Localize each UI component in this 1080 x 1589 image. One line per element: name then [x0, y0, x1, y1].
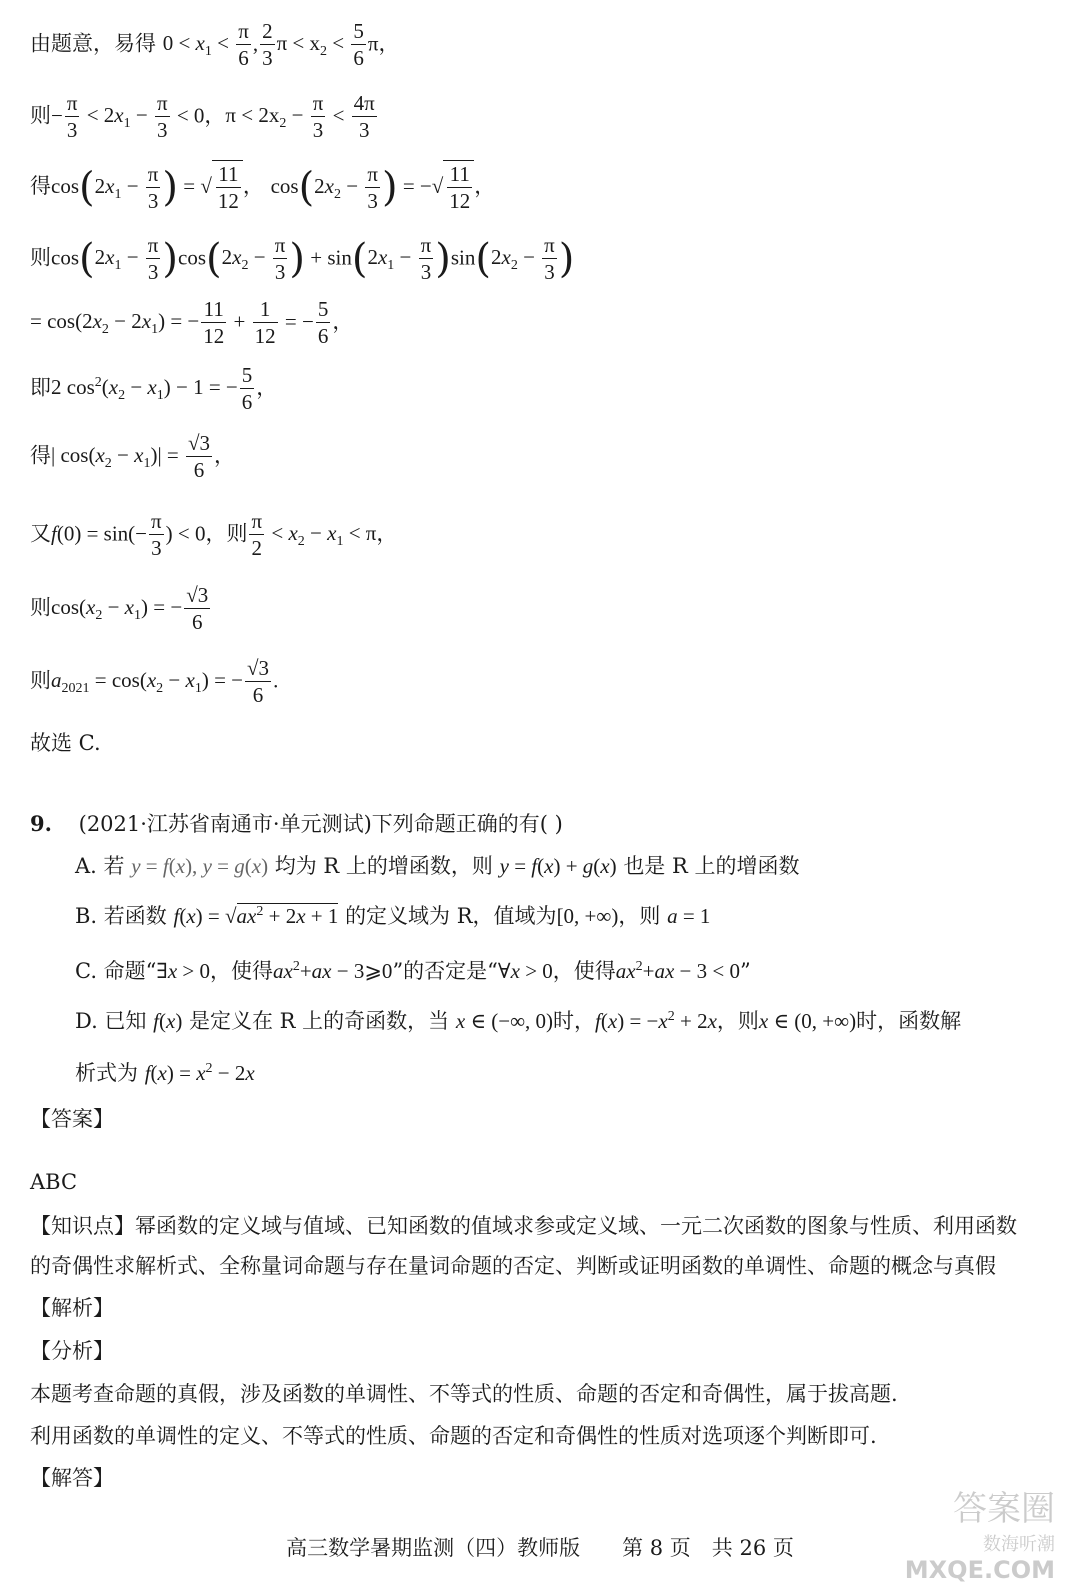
solution-line-9: 则$\cos(x_2 - x_1)$ = − $\frac{√3}{6}$: [30, 583, 209, 635]
question-text: (2021·江苏省南通市·单元测试)下列命题正确的有( ): [78, 812, 563, 836]
text: A. 若: [75, 854, 125, 878]
option-a: A. 若 y = f(x), y = g(x) 均为 R 上的增函数，则 y = f(x) + g(x) 也是 R 上的增函数: [75, 854, 800, 878]
option-d: D. 已知 f(x) 是定义在 R 上的奇函数，当 x ∈ (−∞, 0)时，$f(x) = -x^2 + 2x$，则x ∈ (0, +∞)时，函数解: [75, 1009, 962, 1033]
text: ”: [739, 959, 751, 983]
text: 得: [30, 443, 51, 468]
text: 即: [30, 375, 51, 400]
text: D. 已知: [75, 1009, 147, 1033]
text: ，则: [205, 521, 248, 546]
option-b: B. 若函数 $f(x) = √ax^2 + 2x + 1$ 的定义域为 R，值域为[0, +∞)，则 a = 1: [75, 904, 711, 928]
solution-line-3: 得$\cos(2x_1$ − $\frac{\pi}{3}$ ) = √ $\frac{11}{12}$ ， $\cos(2x_2$ − $\frac{\pi}{3}$ ) = −√ $\frac{11}{12}$ ，: [30, 161, 496, 214]
text: ，: [242, 173, 264, 198]
solution-line-2: 则− $\frac{\pi}{3}$ < $2x_1$ − $\frac{\pi}{3}$ < 0，$\pi < 2x_2$ − $\frac{\pi}{3}$ < $\frac{4\pi}{3}$: [30, 91, 375, 143]
text: C. 命题“: [75, 959, 157, 983]
question-number: 9.: [30, 811, 52, 836]
solution-line-8: 又f(0) = sin(− $\frac{\pi}{3}$ ) < 0，则 $\frac{\pi}{2}$ < $x_2 - x_1 < \pi$，: [30, 509, 398, 561]
solution-line-6: 即2 $\cos^2(x_2 - x_1) - 1$ = − $\frac{5}{6}$ ，: [30, 363, 278, 415]
option-d-continued: 析式为 $f(x) = x^2 - 2x$: [75, 1061, 255, 1085]
text: ，: [474, 173, 496, 198]
knowledge-line-1: [30, 1210, 1017, 1240]
text: ，使得: [552, 959, 616, 983]
text: 幂函数的定义域与值域、已知函数的值域求参或定义域、一元二次函数的图象与性质、利用函数: [135, 1214, 1017, 1238]
text: 由题意，易得: [30, 31, 156, 56]
text: 均为 R 上的增函数，则: [274, 854, 493, 878]
solution-line-4: 则$\cos(2x_1$ − $\frac{\pi}{3}$ )$\cos(2x_2$ − $\frac{\pi}{3}$ ) + $\sin(2x_1$ − $\frac{\pi}{3}$ )$\sin(2x_2$ − $\frac{\pi}{3}$ ): [30, 233, 575, 285]
answer-value: ABC: [30, 1170, 78, 1194]
text: ，则: [618, 904, 661, 928]
text: ，: [256, 375, 278, 400]
text: ，: [214, 443, 236, 468]
text: ，则: [716, 1009, 759, 1033]
text: ，: [332, 309, 354, 334]
watermark-text: 答案圈: [953, 1489, 1055, 1529]
jiexi-heading: 【解析】: [30, 1296, 114, 1320]
answer-heading: 【答案】: [30, 1107, 114, 1131]
fenxi-line-2: 利用函数的单调性的定义、不等式的性质、命题的否定和奇偶性的性质对选项逐个判断即可.: [30, 1424, 877, 1448]
text: 则: [30, 668, 51, 693]
text: 则: [30, 245, 51, 270]
text: 是定义在 R 上的奇函数，当: [189, 1009, 450, 1033]
text: B. 若函数: [75, 904, 167, 928]
solution-line-11: 故选 C.: [30, 731, 101, 755]
text: ，: [378, 31, 400, 56]
text: 时，: [553, 1009, 596, 1033]
text: 析式为: [75, 1061, 138, 1085]
option-c: C. 命题“∃x > 0，使得$ax^2+ax$ − 3⩾0”的否定是“∀x > 0，使得$ax^2+ax - 3 < 0$”: [75, 959, 751, 983]
page-footer: 高三数学暑期监测（四）教师版 第 8 页 共 26 页: [286, 1536, 794, 1560]
text: ，: [376, 521, 398, 546]
knowledge-label: 【知识点】: [30, 1214, 135, 1238]
text: 也是 R 上的增函数: [623, 854, 800, 878]
question-stem: [30, 808, 563, 838]
text: ，使得: [209, 959, 273, 983]
text: 时，函数解: [856, 1009, 962, 1033]
fenxi-heading: 【分析】: [30, 1339, 114, 1363]
text: 得: [30, 173, 51, 198]
text: 的定义域为 R，值域为: [345, 904, 557, 928]
knowledge-line-2: 的奇偶性求解析式、全称量词命题与存在量词命题的否定、判断或证明函数的单调性、命题的概念与真假: [30, 1254, 996, 1278]
solution-line-1: 由题意，易得 $0 < x_1$ < $\frac{\pi}{6}$ , $\frac{2}{3}$ $\pi < x_2$ < $\frac{5}{6}$ π，: [30, 19, 400, 71]
text: 则: [30, 595, 51, 620]
watermark-logo: [905, 1481, 1055, 1584]
solution-line-10: 则$a_{2021} = \cos(x_2 - x_1)$ = − $\frac{√3}{6}$ .: [30, 656, 279, 708]
text: ，: [204, 103, 226, 128]
jieda-heading: 【解答】: [30, 1466, 114, 1490]
watermark-account: 数海听潮: [983, 1534, 1055, 1555]
text: 则: [30, 103, 51, 128]
text: ”的否定是“: [392, 959, 498, 983]
text: 又: [30, 521, 51, 546]
fenxi-line-1: 本题考查命题的真假，涉及函数的单调性、不等式的性质、命题的否定和奇偶性，属于拔高题.: [30, 1382, 898, 1406]
solution-line-7: 得| $\cos(x_2 - x_1)|$ = $\frac{√3}{6}$ ，: [30, 431, 236, 483]
solution-line-5: = $\cos(2x_2 - 2x_1)$ = − $\frac{11}{12}$ + $\frac{1}{12}$ = − $\frac{5}{6}$ ，: [30, 297, 354, 349]
watermark-url: MXQE.COM: [904, 1556, 1055, 1584]
